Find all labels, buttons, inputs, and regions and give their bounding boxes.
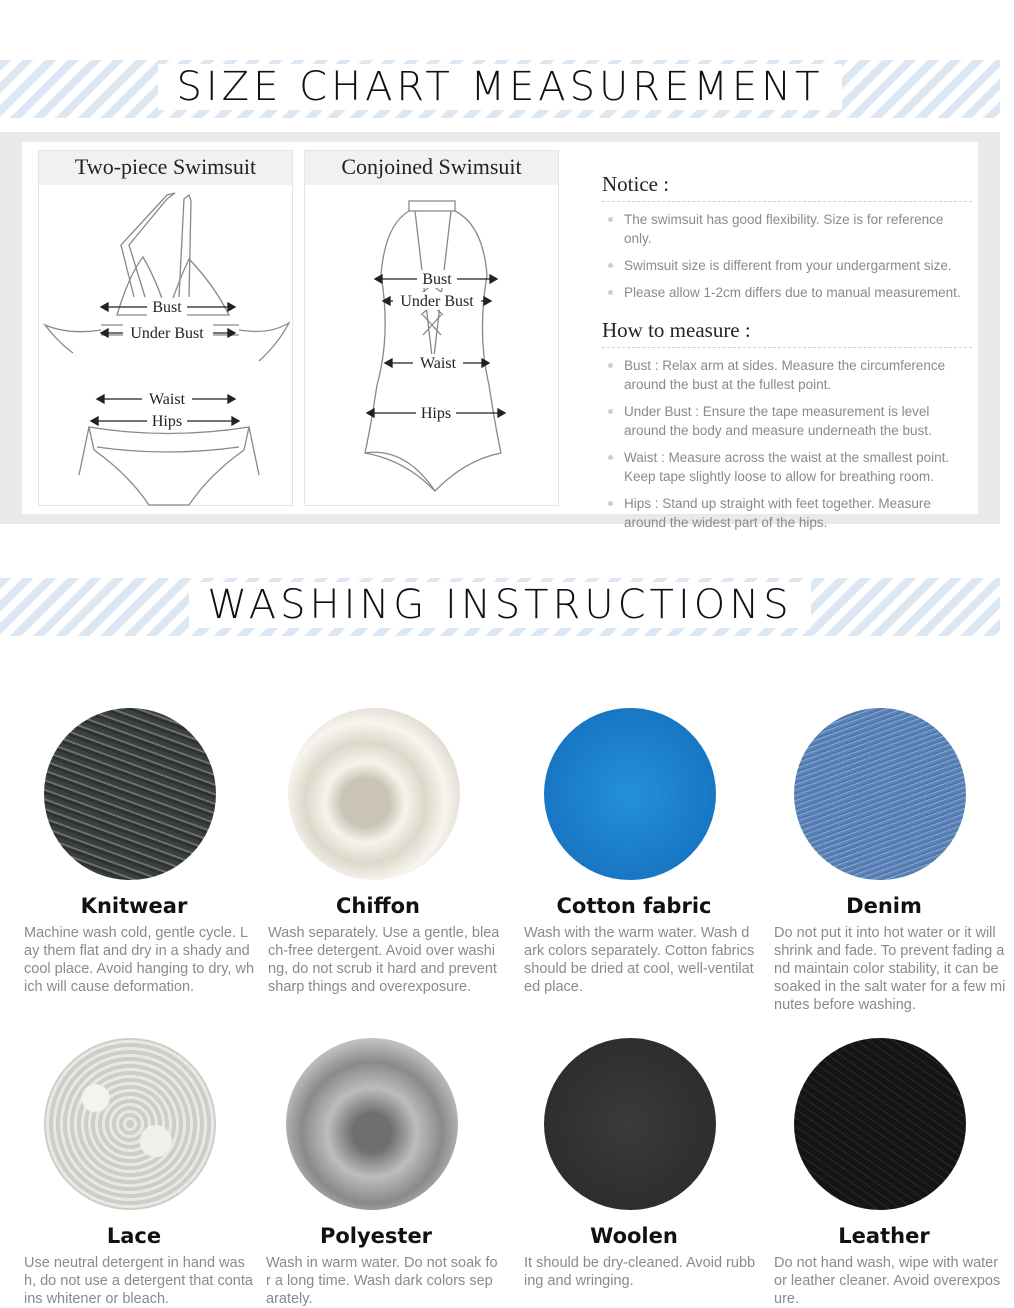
fabric-name: Polyester bbox=[319, 1224, 433, 1248]
fabric-knitwear bbox=[24, 708, 264, 996]
washing-title bbox=[0, 582, 1000, 628]
fabric-description: Machine wash cold, gentle cycle. Lay them flat and dry in a shady and cool place. Avoid hanging to dry, which will cause deformation. bbox=[24, 925, 255, 995]
size-chart-inner bbox=[22, 142, 978, 530]
fabric-description: Wash in warm water. Do not soak for a long time. Wash dark colors separately. bbox=[266, 1255, 498, 1307]
fabric-name: Woolen bbox=[590, 1224, 678, 1248]
two-piece-waist-label: Waist bbox=[148, 391, 186, 408]
two-piece-under-bust-label: Under Bust bbox=[130, 325, 204, 342]
conjoined-title: Conjoined Swimsuit bbox=[305, 151, 558, 185]
lace-swatch bbox=[44, 1038, 216, 1210]
fabric-name: Leather bbox=[838, 1224, 930, 1248]
notice-title: Notice : bbox=[602, 172, 972, 202]
notice-item: The swimsuit has good flexibility. Size is for reference only. bbox=[602, 210, 972, 248]
size-chart-panel bbox=[0, 132, 1000, 530]
conjoined-bust-label: Bust bbox=[422, 271, 452, 288]
fabric-description: Do not hand wash, wipe with water or leather cleaner. Avoid overexposure. bbox=[774, 1255, 1001, 1307]
cotton-fabric-swatch bbox=[544, 708, 716, 880]
conjoined-swimsuit-illustration bbox=[305, 185, 560, 505]
how-to-item-under-bust: Under Bust : Ensure the tape measurement is level around the body and measure underneath the bust. bbox=[602, 402, 972, 440]
how-to-item-bust: Bust : Relax arm at sides. Measure the circumference around the bust at the fullest point. bbox=[602, 356, 972, 394]
fabric-description: Wash with the warm water. Wash dark colors separately. Cotton fabrics should be dried at cool, well-ventilated place. bbox=[524, 925, 755, 995]
two-piece-diagram-card bbox=[38, 150, 293, 506]
fabric-denim bbox=[774, 708, 1014, 1014]
washing-title-text: WASHING INSTRUCTIONS bbox=[189, 582, 810, 628]
fabric-name: Cotton fabric bbox=[556, 894, 712, 918]
fabric-description: Use neutral detergent in hand wash, do not use a detergent that contains whitener or bleach. bbox=[24, 1255, 253, 1307]
two-piece-title: Two-piece Swimsuit bbox=[39, 151, 292, 185]
fabric-description: Wash separately. Use a gentle, bleach-free detergent. Avoid over washing, do not scrub it hard and prevent sharp things and overexposure. bbox=[268, 925, 500, 995]
notice-item: Swimsuit size is different from your undergarment size. bbox=[602, 256, 972, 275]
fabric-woolen bbox=[524, 1038, 764, 1290]
notice-item: Please allow 1-2cm differs due to manual measurement. bbox=[602, 283, 972, 302]
leather-swatch bbox=[794, 1038, 966, 1210]
conjoined-diagram-card bbox=[304, 150, 559, 506]
two-piece-bust-label: Bust bbox=[152, 299, 182, 316]
denim-swatch bbox=[794, 708, 966, 880]
how-to-item-hips: Hips : Stand up straight with feet together. Measure around the widest part of the hips. bbox=[602, 494, 972, 532]
polyester-swatch bbox=[286, 1038, 458, 1210]
fabric-chiffon bbox=[268, 708, 508, 996]
fabric-description: It should be dry-cleaned. Avoid rubbing and wringing. bbox=[524, 1255, 756, 1289]
notice-list bbox=[602, 210, 972, 302]
how-to-item-waist: Waist : Measure across the waist at the smallest point. Keep tape slightly loose to allow for breathing room. bbox=[602, 448, 972, 486]
knitwear-swatch bbox=[44, 708, 216, 880]
fabric-leather bbox=[774, 1038, 1014, 1308]
how-to-measure-list bbox=[602, 356, 972, 532]
size-chart-title bbox=[0, 64, 1000, 110]
two-piece-hips-label: Hips bbox=[151, 413, 183, 430]
fabric-cotton bbox=[524, 708, 764, 996]
notice-block bbox=[602, 172, 972, 540]
two-piece-swimsuit-illustration bbox=[39, 185, 294, 505]
conjoined-waist-label: Waist bbox=[419, 355, 457, 372]
fabric-name: Denim bbox=[846, 894, 922, 918]
chiffon-swatch bbox=[288, 708, 460, 880]
fabric-name: Knitwear bbox=[80, 894, 188, 918]
woolen-swatch bbox=[544, 1038, 716, 1210]
conjoined-under-bust-label: Under Bust bbox=[400, 293, 474, 310]
fabric-lace bbox=[24, 1038, 264, 1308]
size-chart-title-text: SIZE CHART MEASUREMENT bbox=[158, 64, 841, 110]
conjoined-hips-label: Hips bbox=[420, 405, 452, 422]
fabric-polyester bbox=[266, 1038, 506, 1308]
fabric-description: Do not put it into hot water or it will shrink and fade. To prevent fading and maintain color stability, it can be soaked in the salt water for a few minutes before washing. bbox=[774, 925, 1006, 1013]
fabric-name: Lace bbox=[106, 1224, 162, 1248]
fabric-name: Chiffon bbox=[336, 894, 420, 918]
how-to-measure-title: How to measure : bbox=[602, 318, 972, 348]
